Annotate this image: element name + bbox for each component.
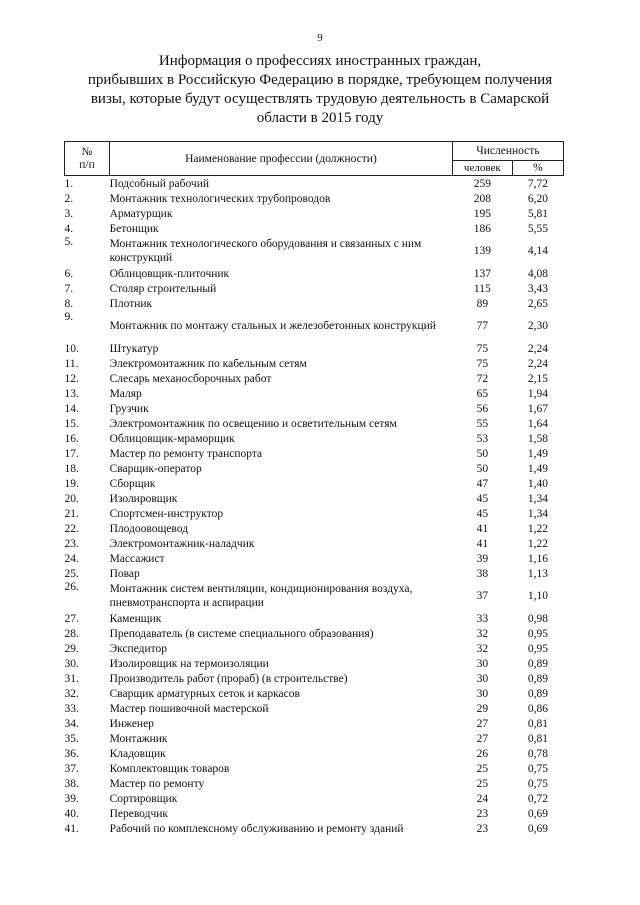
row-number: 21. <box>64 507 79 520</box>
document-title <box>80 52 560 128</box>
people-count: 89 <box>476 297 489 310</box>
people-count: 45 <box>476 492 489 505</box>
profession-name: Монтажник по монтажу стальных и железобетонных конструкций <box>109 320 436 332</box>
row-number: 30. <box>64 657 79 670</box>
people-count: 259 <box>473 177 491 190</box>
row-number: 35. <box>64 732 79 745</box>
profession-name: Облицовщик-плиточник <box>109 267 230 280</box>
row-number: 12. <box>64 372 79 385</box>
percent-share: 1,22 <box>527 537 548 550</box>
people-count: 186 <box>473 222 491 235</box>
row-number: 2. <box>64 192 74 205</box>
profession-name: Плотник <box>109 297 153 310</box>
table-row <box>65 746 564 761</box>
row-number: 23. <box>64 537 79 550</box>
people-count: 115 <box>473 282 491 295</box>
percent-share: 0,98 <box>527 612 548 625</box>
percent-share: 0,89 <box>527 672 548 685</box>
table-row <box>65 521 564 536</box>
profession-name: Кладовщик <box>109 747 166 760</box>
table-row <box>65 566 564 581</box>
profession-name: Мастер по ремонту транспорта <box>109 447 263 460</box>
people-count: 25 <box>476 762 489 775</box>
percent-share: 1,49 <box>527 447 548 460</box>
row-number: 24. <box>64 552 79 565</box>
people-count: 53 <box>476 432 489 445</box>
people-count: 32 <box>476 642 489 655</box>
percent-share: 1,16 <box>527 552 548 565</box>
row-number: 37. <box>64 762 79 775</box>
people-count: 41 <box>476 537 489 550</box>
profession-name: Изолировщик <box>109 492 178 505</box>
people-count: 47 <box>476 477 489 490</box>
people-count: 24 <box>476 792 489 805</box>
table-row <box>65 626 564 641</box>
table-row <box>65 191 564 206</box>
profession-name: Столяр строительный <box>109 282 217 295</box>
row-number: 32. <box>64 687 79 700</box>
percent-share: 3,43 <box>527 282 548 295</box>
people-count: 23 <box>476 822 489 835</box>
percent-share: 0,81 <box>527 732 548 745</box>
table-row <box>65 776 564 791</box>
percent-share: 4,14 <box>527 245 548 257</box>
people-count: 195 <box>473 207 491 220</box>
percent-share: 1,64 <box>527 417 548 430</box>
header-number-abbr: п/п <box>79 158 95 171</box>
percent-share: 6,20 <box>527 192 548 205</box>
table-row <box>65 341 564 356</box>
row-number: 10. <box>64 342 79 355</box>
percent-share: 1,10 <box>527 590 548 602</box>
percent-share: 1,49 <box>527 462 548 475</box>
profession-name: Подсобный рабочий <box>109 177 210 190</box>
percent-share: 0,72 <box>527 792 548 805</box>
people-count: 50 <box>476 447 489 460</box>
table-body <box>65 176 564 837</box>
row-number: 31. <box>64 672 79 685</box>
table-row <box>65 821 564 836</box>
table-row <box>65 716 564 731</box>
row-number: 40. <box>64 807 79 820</box>
profession-name: Каменщик <box>109 612 162 625</box>
table-row <box>65 296 564 311</box>
people-count: 55 <box>476 417 489 430</box>
people-count: 41 <box>476 522 489 535</box>
percent-share: 5,55 <box>527 222 548 235</box>
people-count: 39 <box>476 552 489 565</box>
table-row <box>65 686 564 701</box>
people-count: 75 <box>476 342 489 355</box>
profession-name: Сварщик-оператор <box>109 462 202 475</box>
table-row <box>65 656 564 671</box>
table-row <box>65 641 564 656</box>
table-row <box>65 446 564 461</box>
table-row <box>65 806 564 821</box>
header-number-symbol: № <box>81 145 93 158</box>
percent-share: 1,67 <box>527 402 548 415</box>
profession-name: Массажист <box>109 552 165 565</box>
profession-name: Монтажник технологических трубопроводов <box>109 192 331 205</box>
percent-share: 0,95 <box>527 642 548 655</box>
profession-name: Сборщик <box>109 477 156 490</box>
people-count: 27 <box>476 717 489 730</box>
row-number: 5. <box>64 236 74 248</box>
profession-name: Мастер пошивочной мастерской <box>109 702 269 715</box>
people-count: 37 <box>476 590 489 602</box>
title-line: визы, которые будут осуществлять трудовую деятельность в Самарской <box>90 91 550 107</box>
row-number: 29. <box>64 642 79 655</box>
title-line: области в 2015 году <box>256 110 384 126</box>
row-number: 8. <box>64 297 74 310</box>
row-number: 14. <box>64 402 79 415</box>
people-count: 38 <box>476 567 489 580</box>
profession-name: Штукатур <box>109 342 159 355</box>
profession-name: Монтажник систем вентиляции, кондиционирования воздуха, пневмотранспорта и аспирации <box>109 583 413 609</box>
profession-name: Комплектовщик товаров <box>109 762 230 775</box>
people-count: 29 <box>476 702 489 715</box>
row-number: 6. <box>64 267 74 280</box>
percent-share: 1,34 <box>527 507 548 520</box>
professions-table <box>64 141 564 836</box>
people-count: 25 <box>476 777 489 790</box>
profession-name: Арматурщик <box>109 207 173 220</box>
row-number: 15. <box>64 417 79 430</box>
profession-name: Экспедитор <box>109 642 168 655</box>
people-count: 56 <box>476 402 489 415</box>
people-count: 208 <box>473 192 491 205</box>
row-number: 13. <box>64 387 79 400</box>
people-count: 72 <box>476 372 489 385</box>
people-count: 50 <box>476 462 489 475</box>
profession-name: Монтажник <box>109 732 168 745</box>
percent-share: 2,30 <box>527 320 548 332</box>
percent-share: 1,94 <box>527 387 548 400</box>
profession-name: Электромонтажник по освещению и осветительным сетям <box>109 417 397 430</box>
table-row <box>65 371 564 386</box>
row-number: 17. <box>64 447 79 460</box>
profession-name: Электромонтажник-наладчик <box>109 537 255 550</box>
row-number: 27. <box>64 612 79 625</box>
table-row <box>65 356 564 371</box>
profession-name: Изолировщик на термоизоляции <box>109 657 269 670</box>
percent-share: 0,89 <box>527 687 548 700</box>
table-row <box>65 281 564 296</box>
row-number: 16. <box>64 432 79 445</box>
percent-share: 2,24 <box>527 342 548 355</box>
profession-name: Мастер по ремонту <box>109 777 205 790</box>
percent-share: 2,65 <box>527 297 548 310</box>
people-count: 23 <box>476 807 489 820</box>
people-count: 32 <box>476 627 489 640</box>
table-row <box>65 221 564 236</box>
profession-name: Производитель работ (прораб) (в строительстве) <box>109 672 348 685</box>
table-row <box>65 476 564 491</box>
percent-share: 0,78 <box>527 747 548 760</box>
table-row <box>65 731 564 746</box>
people-count: 45 <box>476 507 489 520</box>
row-number: 20. <box>64 492 79 505</box>
table-row <box>65 701 564 716</box>
percent-share: 0,69 <box>527 807 548 820</box>
profession-name: Сортировщик <box>109 792 178 805</box>
row-number: 18. <box>64 462 79 475</box>
table-row <box>65 491 564 506</box>
people-count: 137 <box>473 267 491 280</box>
table-row <box>65 236 564 266</box>
table-header <box>65 142 564 176</box>
people-count: 30 <box>476 687 489 700</box>
header-people: человек <box>452 161 512 176</box>
percent-share: 7,72 <box>527 177 548 190</box>
row-number: 38. <box>64 777 79 790</box>
row-number: 19. <box>64 477 79 490</box>
table-row <box>65 176 564 192</box>
percent-share: 0,75 <box>527 777 548 790</box>
row-number: 9. <box>64 311 74 323</box>
percent-share: 0,89 <box>527 657 548 670</box>
title-line: Информация о профессиях иностранных граждан, <box>158 53 482 69</box>
profession-name: Бетонщик <box>109 222 159 235</box>
row-number: 34. <box>64 717 79 730</box>
table-row <box>65 266 564 281</box>
percent-share: 1,13 <box>527 567 548 580</box>
header-number <box>65 142 110 176</box>
profession-name: Слесарь механосборочных работ <box>109 372 272 385</box>
table-row <box>65 416 564 431</box>
row-number: 1. <box>64 177 74 190</box>
percent-share: 4,08 <box>527 267 548 280</box>
people-count: 30 <box>476 672 489 685</box>
people-count: 26 <box>476 747 489 760</box>
table-row <box>65 461 564 476</box>
people-count: 27 <box>476 732 489 745</box>
profession-name: Спортсмен-инструктор <box>109 507 224 520</box>
table-row <box>65 506 564 521</box>
table-row <box>65 431 564 446</box>
people-count: 139 <box>473 245 491 257</box>
profession-name: Преподаватель (в системе специального образования) <box>109 627 374 640</box>
row-number: 28. <box>64 627 79 640</box>
profession-name: Электромонтажник по кабельным сетям <box>109 357 307 370</box>
percent-share: 5,81 <box>527 207 548 220</box>
profession-name: Грузчик <box>109 402 149 415</box>
table-row <box>65 671 564 686</box>
row-number: 26. <box>64 581 79 593</box>
header-headcount: Численность <box>452 142 563 161</box>
header-percent: % <box>512 161 563 176</box>
profession-name: Плодоовощевод <box>109 522 189 535</box>
percent-share: 1,34 <box>527 492 548 505</box>
table-row <box>65 311 564 341</box>
table-row <box>65 791 564 806</box>
row-number: 11. <box>64 357 79 370</box>
percent-share: 1,58 <box>527 432 548 445</box>
profession-name: Облицовщик-мраморщик <box>109 432 235 445</box>
row-number: 4. <box>64 222 74 235</box>
page-number: 9 <box>317 32 323 44</box>
people-count: 30 <box>476 657 489 670</box>
people-count: 33 <box>476 612 489 625</box>
profession-name: Сварщик арматурных сеток и каркасов <box>109 687 300 700</box>
table-row <box>65 386 564 401</box>
row-number: 7. <box>64 282 74 295</box>
people-count: 77 <box>476 320 489 332</box>
table-row <box>65 761 564 776</box>
profession-name: Рабочий по комплексному обслуживанию и ремонту зданий <box>109 822 404 835</box>
table-row <box>65 611 564 626</box>
row-number: 25. <box>64 567 79 580</box>
table-row <box>65 206 564 221</box>
profession-name: Переводчик <box>109 807 168 820</box>
row-number: 33. <box>64 702 79 715</box>
people-count: 65 <box>476 387 489 400</box>
percent-share: 2,24 <box>527 357 548 370</box>
table-row <box>65 551 564 566</box>
title-line: прибывших в Российскую Федерацию в порядке, требующем получения <box>87 72 553 88</box>
row-number: 36. <box>64 747 79 760</box>
profession-name: Повар <box>109 567 140 580</box>
row-number: 41. <box>64 822 79 835</box>
profession-name: Инженер <box>109 717 154 730</box>
table-row <box>65 536 564 551</box>
profession-name: Монтажник технологического оборудования и связанных с ним конструкций <box>109 238 422 264</box>
profession-name: Маляр <box>109 387 142 400</box>
percent-share: 1,22 <box>527 522 548 535</box>
table-row <box>65 401 564 416</box>
table-row <box>65 581 564 611</box>
row-number: 39. <box>64 792 79 805</box>
percent-share: 0,81 <box>527 717 548 730</box>
people-count: 75 <box>476 357 489 370</box>
percent-share: 0,95 <box>527 627 548 640</box>
percent-share: 1,40 <box>527 477 548 490</box>
percent-share: 2,15 <box>527 372 548 385</box>
row-number: 22. <box>64 522 79 535</box>
header-profession-name: Наименование профессии (должности) <box>110 142 453 176</box>
percent-share: 0,69 <box>527 822 548 835</box>
row-number: 3. <box>64 207 74 220</box>
percent-share: 0,86 <box>527 702 548 715</box>
percent-share: 0,75 <box>527 762 548 775</box>
